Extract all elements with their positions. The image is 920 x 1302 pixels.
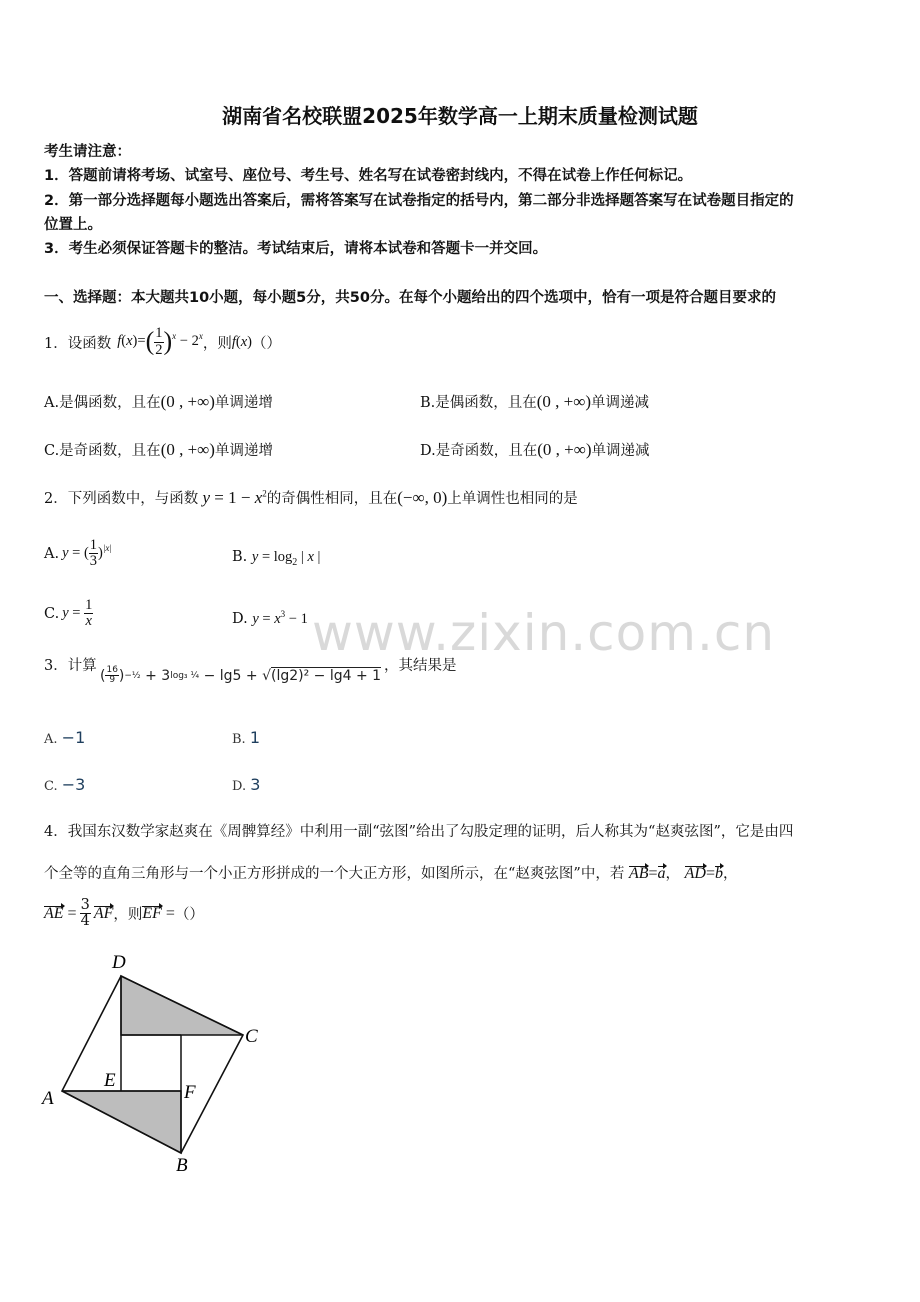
q2-option-c-label: C. <box>44 605 60 622</box>
q2-option-b-label: B. <box>232 549 248 565</box>
label-e: E <box>104 1070 116 1091</box>
q3-option-a-value: −1 <box>61 728 86 747</box>
label-f: F <box>184 1082 196 1103</box>
q3-option-b-value: 1 <box>249 728 261 747</box>
label-b: B <box>176 1155 188 1176</box>
q2-option-a-label: A. <box>44 545 60 562</box>
label-c: C <box>245 1026 258 1047</box>
question-3-tail: ，其结果是 <box>384 658 457 674</box>
watermark: www.zixin.com.cn <box>312 604 776 662</box>
question-1-suffix: ，则 <box>202 335 232 352</box>
question-2-prefix: 2．下列函数中，与函数 <box>44 491 199 507</box>
q1-option-a-label: A.是偶函数，且在 <box>44 395 161 411</box>
question-4-line-3: AE = $\frac{3}{4}$ AF ，则 EF = （） <box>44 897 204 930</box>
q3-option-a[interactable] <box>44 728 85 747</box>
q1-option-c-label: C.是奇函数，且在 <box>44 443 161 459</box>
q3-option-c-label: C. <box>44 779 58 794</box>
question-2-tail: 上单调性也相同的是 <box>447 491 578 507</box>
question-1-prefix: 1．设函数 <box>44 335 112 352</box>
question-1-blank: （） <box>252 335 282 352</box>
q2-option-d[interactable]: D. $y = x^3 - 1$ <box>232 609 308 627</box>
question-4-line-1: 4．我国东汉数学家赵爽在《周髀算经》中利用一副“弦图”给出了勾股定理的证明，后人称其为“赵爽弦图”，它是由四 <box>44 824 794 840</box>
notice-item-3: 3．考生必须保证答题卡的整洁。考试结束后，请将本试卷和答题卡一并交回。 <box>44 241 548 257</box>
q3-option-a-label: A. <box>44 732 58 747</box>
q1-option-b-label: B.是偶函数，且在 <box>420 395 537 411</box>
page-title: 湖南省名校联盟2025年数学高一上期末质量检测试题 <box>222 104 698 128</box>
q1-option-a[interactable]: A.是偶函数，且在(0 , +∞)单调递增 <box>44 392 273 411</box>
q2-option-c[interactable]: C. y = $\frac{1}{x}$ <box>44 597 93 630</box>
q2-option-a[interactable]: A. y = ( $\frac{1}{3}$ )$^{|x|}$ <box>44 537 112 570</box>
question-4-line-2-text: 个全等的直角三角形与一个小正方形拼成的一个大正方形，如图所示，在“赵爽弦图”中，若 <box>44 866 625 882</box>
q1-option-d[interactable]: D.是奇函数，且在(0 , +∞)单调递减 <box>420 440 650 459</box>
q2-option-b[interactable]: B. $y = \log_2$ | x | <box>232 549 321 568</box>
zhao-shuang-diagram <box>38 948 268 1176</box>
label-d: D <box>112 952 126 973</box>
q3-option-d[interactable] <box>232 775 260 794</box>
notice-item-2-continued: 位置上。 <box>44 217 102 233</box>
notice-heading: 考生请注意： <box>44 144 131 160</box>
q1-option-b-tail: 单调递减 <box>591 395 650 411</box>
q2-option-d-label: D. <box>232 610 248 627</box>
notice-item-2: 2．第一部分选择题每小题选出答案后，需将答案写在试卷指定的括号内，第二部分非选择题答案写在试卷题目指定的 <box>44 193 794 209</box>
q3-option-d-label: D. <box>232 779 247 794</box>
q1-option-b[interactable]: B.是偶函数，且在(0 , +∞)单调递减 <box>420 392 650 411</box>
label-a: A <box>42 1088 54 1109</box>
question-4-line-3-tail: ，则 <box>113 907 143 924</box>
q1-option-c-tail: 单调递增 <box>214 443 273 459</box>
q1-option-d-tail: 单调递减 <box>591 443 650 459</box>
question-4-blank: （） <box>174 907 204 924</box>
notice-item-1: 1．答题前请将考场、试室号、座位号、考生号、姓名写在试卷密封线内，不得在试卷上作任何标记。 <box>44 168 693 184</box>
q3-option-d-value: 3 <box>250 775 261 794</box>
question-1-formula: f(x)=( $\frac{1}{2}$ )$^x - 2^x$ <box>117 325 203 358</box>
question-2-middle: 的奇偶性相同，且在 <box>266 491 398 507</box>
q1-option-d-label: D.是奇函数，且在 <box>420 443 538 459</box>
question-1 <box>44 318 281 366</box>
q1-option-a-tail: 单调递增 <box>214 395 273 411</box>
q1-option-c[interactable]: C.是奇函数，且在(0 , +∞)单调递增 <box>44 440 273 459</box>
question-1-fx: f(x) <box>231 333 253 350</box>
question-3-prefix: 3．计算 <box>44 658 97 674</box>
q3-option-b-label: B. <box>232 732 246 747</box>
question-4-line-2: 个全等的直角三角形与一个小正方形拼成的一个大正方形，如图所示，在“赵爽弦图”中，若 AB=a， AD=b， <box>44 865 738 882</box>
question-2: 2．下列函数中，与函数 $y = 1 - x^2$的奇偶性相同，且在(−∞, 0)上单调性也相同的是 <box>44 488 578 507</box>
question-3-expression: ( $\frac{16}{9}$ ) −½ + 3 log₃ ¼ − lg5 + √ (lg2)² − lg4 + 1 <box>100 665 382 686</box>
section-heading: 一、选择题：本大题共10小题，每小题5分，共50分。在每个小题给出的四个选项中，恰有一项是符合题目要求的 <box>44 290 776 306</box>
q3-option-b[interactable] <box>232 728 260 747</box>
q3-option-c[interactable] <box>44 775 85 794</box>
q3-option-c-value: −3 <box>61 775 86 794</box>
